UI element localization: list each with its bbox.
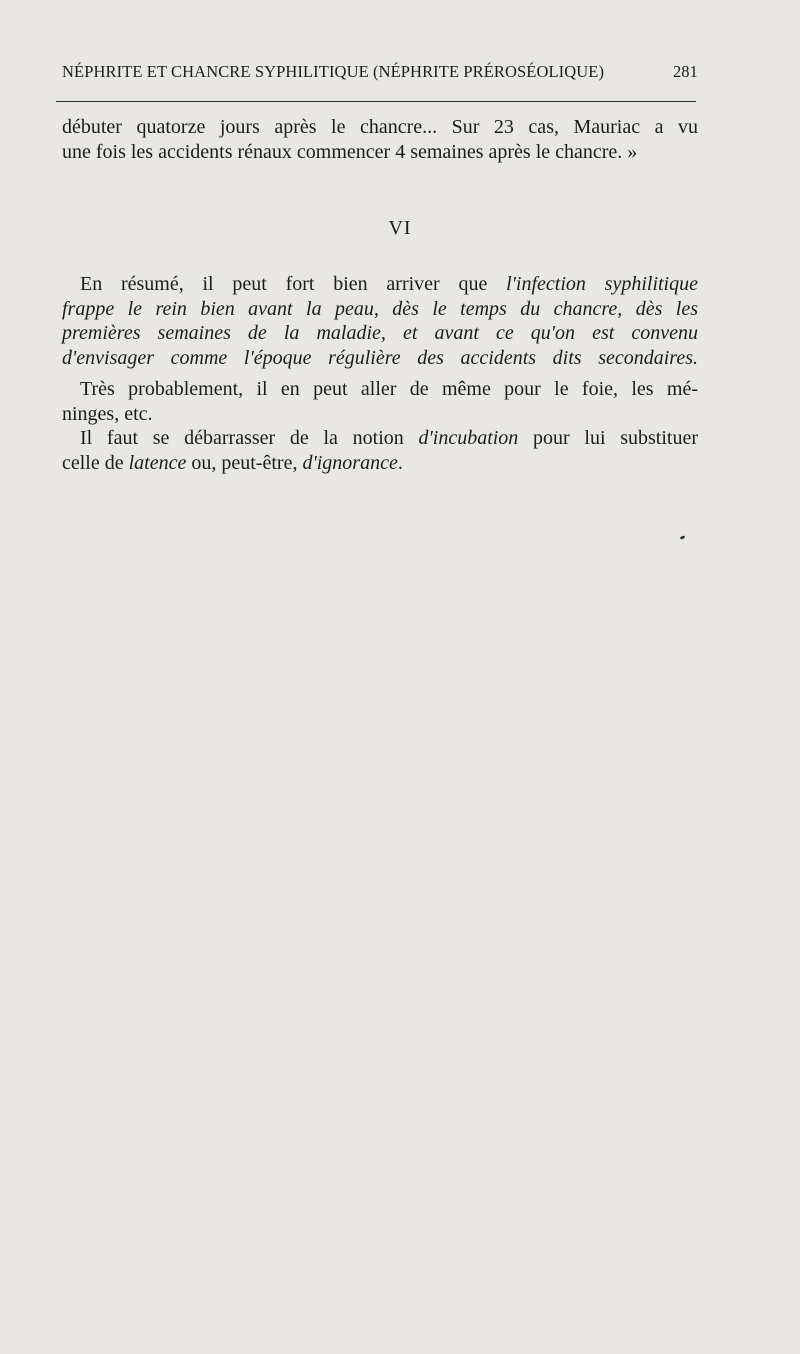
text-line: [62, 272, 698, 297]
text-line: [62, 451, 698, 476]
ink-speck: [680, 535, 686, 540]
text-run: En résumé, il peut fort bien arriver que: [80, 273, 507, 295]
text-line: une fois les accidents rénaux commencer 4 semaines après le chancre. »: [62, 140, 638, 163]
text-line: Très probablement, il en peut aller de même pour le foie, les mé-: [80, 378, 698, 400]
italic-run: d'incubation: [418, 427, 519, 449]
italic-run: premières semaines de la maladie, et avant ce qu'on est convenu: [62, 322, 698, 345]
header-rule: [56, 101, 696, 102]
italic-run: latence: [128, 451, 187, 474]
page-header: [62, 62, 698, 86]
italic-run: d'ignorance: [302, 451, 398, 474]
text-run: celle de: [62, 451, 129, 474]
page-number: 281: [672, 62, 698, 81]
running-title: NÉPHRITE ET CHANCRE SYPHILITIQUE (NÉPHRITE PRÉROSÉOLIQUE): [62, 62, 605, 81]
liver-paragraph: [62, 377, 698, 426]
text-line: [62, 297, 698, 322]
text-run: pour lui substituer: [518, 427, 699, 449]
italic-run: l'infection syphilitique: [506, 273, 698, 295]
italic-run: d'envisager comme l'époque régulière des accidents dits secondaires.: [62, 346, 698, 369]
text-run: ou, peut-être,: [186, 451, 303, 474]
text-line: [62, 346, 698, 371]
text-line: ninges, etc.: [62, 402, 153, 425]
italic-run: frappe le rein bien avant la peau, dès le temps du chancre, dès les: [62, 297, 698, 320]
incubation-paragraph: [62, 426, 698, 475]
text-line: [62, 321, 698, 346]
text-run: Il faut se débarrasser de la notion: [80, 427, 419, 449]
continuation-paragraph: [62, 115, 698, 164]
text-line: débuter quatorze jours après le chancre... Sur 23 cas, Mauriac a vu: [62, 116, 698, 138]
text-run: .: [397, 451, 403, 474]
text-line: [62, 426, 698, 451]
section-number: VI: [388, 217, 412, 239]
summary-paragraph: [62, 272, 698, 370]
